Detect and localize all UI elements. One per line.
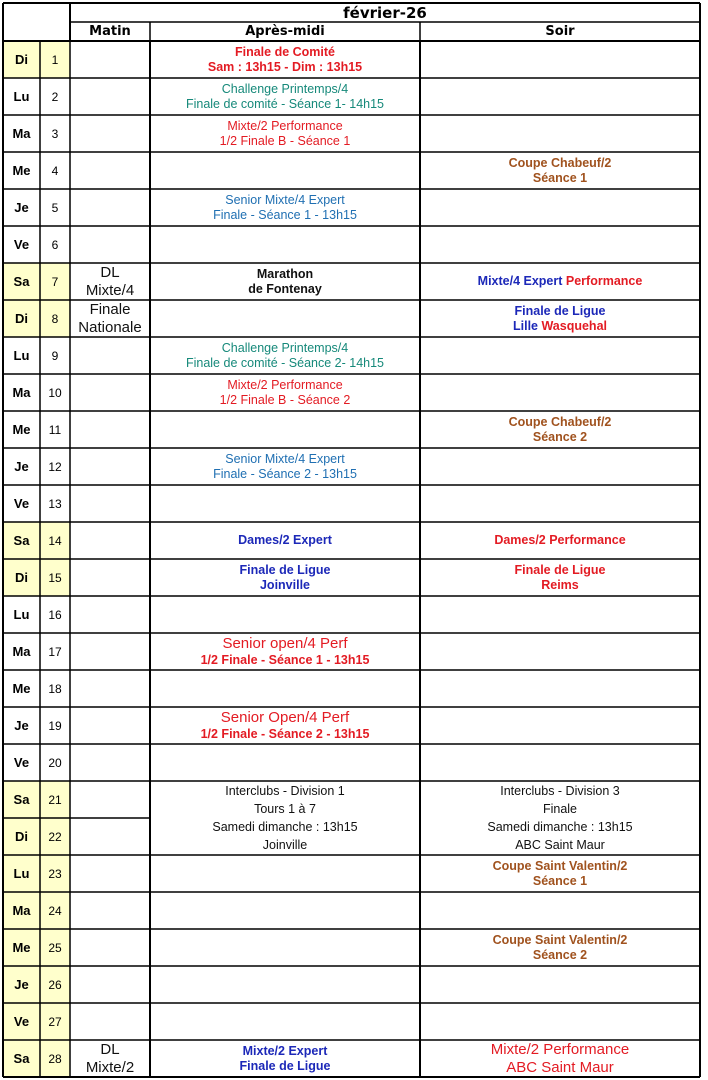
day-number-cell: 5 — [51, 200, 59, 215]
day-name-cell: Lu — [13, 89, 30, 104]
event-line: Interclubs - Division 3 — [500, 783, 620, 798]
event-line: Finale de Ligue — [239, 1058, 331, 1073]
day-number-cell: 2 — [51, 89, 59, 104]
day-name-cell: Sa — [3, 522, 40, 559]
event-line: Finale de Comité — [234, 44, 336, 59]
day-name-cell: Ve — [13, 755, 30, 770]
event-line: Finale - Séance 2 - 13h15 — [213, 466, 357, 481]
day-number-cell: 7 — [40, 263, 70, 300]
event-line: Senior Open/4 Perf — [220, 709, 350, 726]
event-line: Finale — [542, 801, 578, 816]
event-line: Joinville — [259, 577, 311, 592]
day-name-cell: Ve — [13, 237, 30, 252]
day-name-cell: Ve — [13, 496, 30, 511]
day-number-cell: 19 — [48, 718, 62, 733]
event-text-part: Performance — [565, 274, 643, 288]
day-name-cell: Me — [12, 681, 31, 696]
event-line: de Fontenay — [248, 281, 322, 296]
day-number-cell: 23 — [40, 855, 70, 892]
day-name-cell: Je — [14, 200, 29, 215]
event-line: Senior Mixte/4 Expert — [225, 451, 345, 466]
day-name-cell: Ve — [3, 1003, 40, 1040]
event-line: Marathon — [256, 266, 314, 281]
day-number-cell: 27 — [40, 1003, 70, 1040]
event-line: ABC Saint Maur — [515, 838, 605, 853]
day-number-cell: 22 — [40, 818, 70, 855]
column-header-morning: Matin — [89, 24, 131, 39]
event-line: Nationale — [78, 318, 142, 336]
event-line: Séance 1 — [532, 170, 588, 185]
event-text-part: Mixte/4 Expert — [477, 274, 566, 288]
day-name-cell: Di — [3, 818, 40, 855]
day-name-cell: Sa — [3, 263, 40, 300]
event-line: Mixte/2 Performance — [490, 1040, 630, 1058]
event-line: DL — [100, 1040, 120, 1058]
day-number-cell: 13 — [48, 496, 62, 511]
event-line: Dames/2 Expert — [238, 533, 332, 547]
day-name-cell: Sa — [3, 781, 40, 818]
day-name-cell: Me — [12, 163, 31, 178]
event-line: Samedi dimanche : 13h15 — [487, 820, 633, 834]
event-line: Mixte/4 — [85, 281, 135, 299]
day-name-cell: Di — [3, 559, 40, 596]
event-line: Séance 2 — [532, 947, 588, 962]
day-number-cell: 20 — [48, 755, 62, 770]
day-number-cell: 8 — [40, 300, 70, 337]
event-line: Finale — [89, 300, 131, 318]
event-line: 1/2 Finale B - Séance 1 — [219, 133, 351, 148]
column-header-afternoon: Après-midi — [245, 24, 325, 39]
event-line: Coupe Saint Valentin/2 — [492, 932, 628, 947]
event-line: Finale de Ligue — [239, 562, 331, 577]
day-number-cell: 25 — [40, 929, 70, 966]
event-text-part: Lille — [512, 318, 542, 333]
day-number-cell: 26 — [40, 966, 70, 1003]
day-number-cell: 3 — [51, 126, 59, 141]
month-title: février-26 — [343, 3, 427, 22]
day-name-cell: Ma — [3, 892, 40, 929]
event-line: Mixte/2 — [85, 1058, 135, 1076]
event-line: Coupe Saint Valentin/2 — [492, 858, 628, 873]
event-line: Interclubs - Division 1 — [225, 783, 345, 798]
event-line: Sam : 13h15 - Dim : 13h15 — [207, 59, 363, 74]
day-number-cell: 9 — [51, 348, 59, 363]
event-line: Mixte/2 Performance — [227, 377, 343, 392]
event-line: 1/2 Finale B - Séance 2 — [219, 392, 351, 407]
day-name-cell: Lu — [3, 855, 40, 892]
event-line: Finale - Séance 1 - 13h15 — [213, 207, 357, 222]
day-name-cell: Ma — [12, 385, 31, 400]
event-line: Finale de comité - Séance 2- 14h15 — [185, 355, 385, 370]
day-name-cell: Me — [12, 422, 31, 437]
event-line: ABC Saint Maur — [506, 1058, 614, 1076]
day-number-cell: 10 — [48, 385, 62, 400]
day-name-cell: Ma — [12, 644, 31, 659]
day-number-cell: 6 — [51, 237, 59, 252]
event-line: Finale de Ligue — [514, 303, 606, 318]
day-number-cell: 11 — [48, 422, 62, 437]
event-line: Séance 2 — [532, 429, 588, 444]
event-line: Joinville — [262, 838, 308, 853]
event-line: DL — [100, 263, 120, 281]
event-line: 1/2 Finale - Séance 1 - 13h15 — [200, 653, 370, 667]
event-line: Samedi dimanche : 13h15 — [212, 820, 358, 834]
event-line: Coupe Chabeuf/2 — [508, 155, 612, 170]
day-name-cell: Di — [3, 300, 40, 337]
day-number-cell: 15 — [40, 559, 70, 596]
event-line: Senior open/4 Perf — [222, 635, 348, 652]
event-line: Tours 1 à 7 — [254, 801, 316, 816]
day-name-cell: Lu — [13, 607, 30, 622]
day-number-cell: 14 — [40, 522, 70, 559]
event-line: Finale de comité - Séance 1- 14h15 — [185, 96, 385, 111]
day-number-cell: 28 — [40, 1040, 70, 1077]
day-name-cell: Je — [3, 966, 40, 1003]
event-line: 1/2 Finale - Séance 2 - 13h15 — [200, 727, 370, 741]
event-line: Séance 1 — [532, 873, 588, 888]
day-number-cell: 12 — [48, 459, 62, 474]
day-number-cell: 17 — [48, 644, 62, 659]
day-number-cell: 18 — [48, 681, 62, 696]
day-name-cell: Je — [14, 718, 29, 733]
event-line: Challenge Printemps/4 — [221, 81, 349, 96]
day-name-cell: Ma — [12, 126, 31, 141]
event-line: Reims — [541, 577, 579, 592]
day-name-cell: Me — [3, 929, 40, 966]
day-number-cell: 16 — [48, 607, 62, 622]
event-text-part: Wasquehal — [541, 318, 607, 333]
day-number-cell: 4 — [51, 163, 59, 178]
day-number-cell: 24 — [40, 892, 70, 929]
event-line: Challenge Printemps/4 — [221, 340, 349, 355]
event-line: Mixte/2 Expert — [242, 1043, 328, 1058]
day-name-cell: Sa — [3, 1040, 40, 1077]
day-name-cell: Di — [3, 41, 40, 78]
day-name-cell: Je — [14, 459, 29, 474]
event-line: Senior Mixte/4 Expert — [225, 192, 345, 207]
column-header-evening: Soir — [545, 24, 575, 39]
day-number-cell: 21 — [40, 781, 70, 818]
day-name-cell: Lu — [13, 348, 30, 363]
event-line: Mixte/2 Performance — [227, 118, 343, 133]
event-line: Coupe Chabeuf/2 — [508, 414, 612, 429]
day-number-cell: 1 — [40, 41, 70, 78]
event-line: Dames/2 Performance — [494, 533, 626, 547]
event-line: Finale de Ligue — [514, 562, 606, 577]
